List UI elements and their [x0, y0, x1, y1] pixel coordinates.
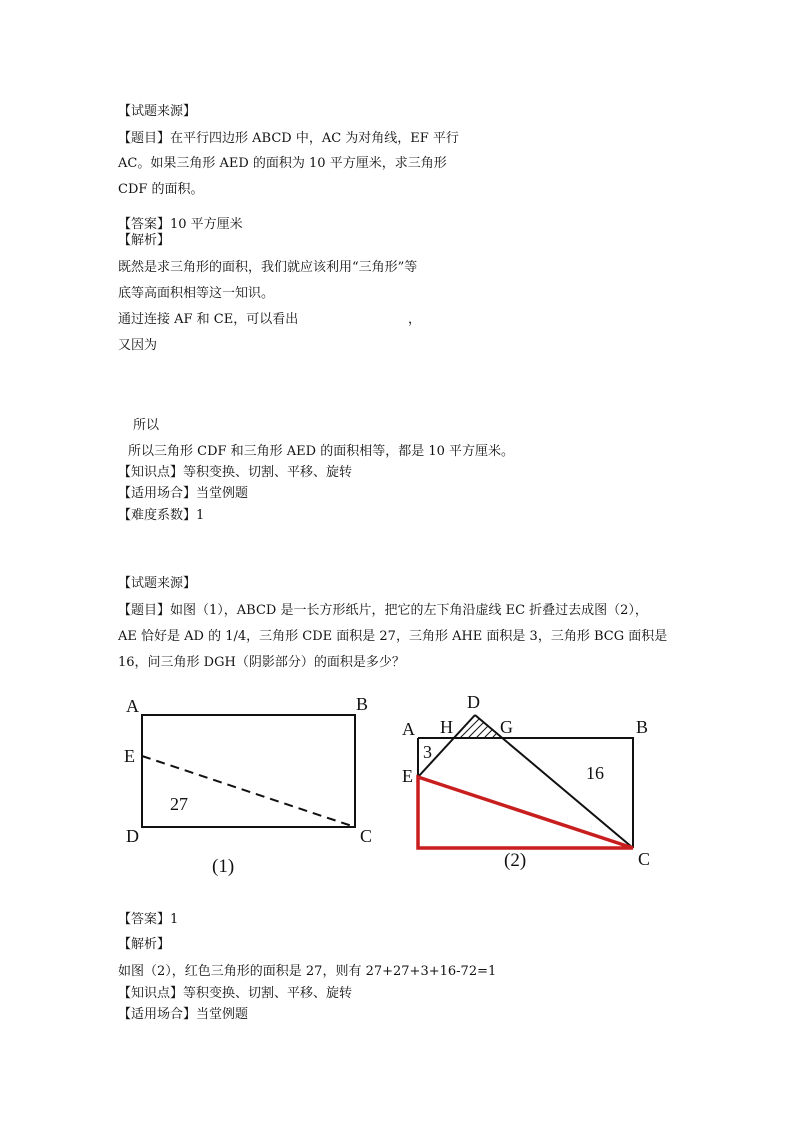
- label-e: E: [124, 746, 135, 766]
- label-h: H: [440, 717, 453, 737]
- red-triangle: [418, 777, 633, 848]
- area-ahe: 3: [423, 742, 432, 762]
- occasion-line: 【适用场合】当堂例题: [118, 486, 249, 501]
- source-label: 【试题来源】: [118, 104, 197, 119]
- answer-line: 【答案】10 平方厘米: [118, 217, 243, 232]
- caption-figure-1: (1): [212, 856, 235, 877]
- analysis-comma: ，: [408, 312, 422, 327]
- answer-line: 【答案】1: [118, 912, 179, 927]
- question-line: AC。如果三角形 AED 的面积为 10 平方厘米，求三角形: [118, 156, 447, 171]
- analysis-conclusion: 所以三角形 CDF 和三角形 AED 的面积相等，都是 10 平方厘米。: [128, 444, 515, 459]
- label-b: B: [636, 717, 649, 737]
- rectangle-outline: [418, 738, 633, 848]
- analysis-label: 【解析】: [118, 937, 171, 952]
- analysis-line: 所以: [133, 418, 160, 433]
- label-g: G: [500, 717, 513, 737]
- occasion-line: 【适用场合】当堂例题: [118, 1007, 249, 1022]
- analysis-label: 【解析】: [118, 233, 171, 248]
- knowledge-line: 【知识点】等积变换、切割、平移、旋转: [118, 465, 353, 480]
- figure-1: [118, 690, 388, 880]
- question-line: 【题目】在平行四边形 ABCD 中，AC 为对角线，EF 平行: [118, 131, 459, 146]
- label-e: E: [402, 766, 413, 786]
- fold-line-ec: [142, 756, 355, 827]
- caption-figure-2: (2): [504, 850, 527, 871]
- question-line: CDF 的面积。: [118, 182, 204, 197]
- fold-edge-dc: [475, 715, 633, 848]
- figure-2: [396, 684, 666, 874]
- label-d: D: [126, 826, 139, 846]
- knowledge-line: 【知识点】等积变换、切割、平移、旋转: [118, 986, 353, 1001]
- question-line: 16，问三角形 DGH（阴影部分）的面积是多少？: [118, 655, 405, 670]
- area-cde: 27: [170, 794, 188, 814]
- label-a: A: [402, 719, 415, 739]
- analysis-line: 底等高面积相等这一知识。: [118, 286, 275, 301]
- analysis-line: 通过连接 AF 和 CE，可以看出: [118, 312, 299, 327]
- label-a: A: [126, 696, 139, 716]
- analysis-line: 又因为: [118, 338, 158, 353]
- source-label: 【试题来源】: [118, 576, 197, 591]
- label-b: B: [356, 694, 369, 714]
- analysis-line: 既然是求三角形的面积，我们就应该利用“三角形”等: [118, 260, 418, 275]
- label-c: C: [360, 826, 373, 846]
- difficulty-line: 【难度系数】1: [118, 508, 205, 523]
- analysis-line: 如图（2），红色三角形的面积是 27，则有 27+27+3+16-72=1: [118, 964, 497, 979]
- question-line: AE 恰好是 AD 的 1/4，三角形 CDE 面积是 27，三角形 AHE 面积是 3，三角形 BCG 面积是: [118, 629, 668, 644]
- label-d: D: [467, 692, 480, 712]
- label-c: C: [638, 849, 651, 869]
- question-line: 【题目】如图（1），ABCD 是一长方形纸片，把它的左下角沿虚线 EC 折叠过去成图（2），: [118, 603, 648, 618]
- area-bcg: 16: [586, 763, 604, 783]
